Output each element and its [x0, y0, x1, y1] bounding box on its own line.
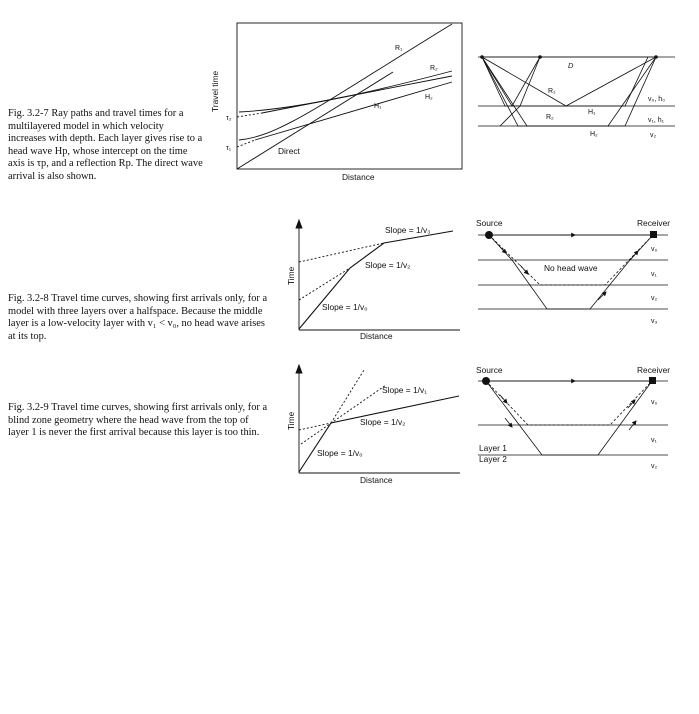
- source-dot: [485, 231, 493, 239]
- layer2-label: v₂: [650, 132, 657, 139]
- arrow-down-2: [505, 418, 512, 427]
- caption-label: Fig. 3.2-8: [8, 293, 49, 304]
- y-axis-label: Time: [286, 266, 296, 285]
- slope3-label: Slope = 1/v₃: [385, 225, 431, 235]
- direct-label: Direct: [278, 146, 300, 156]
- arrow-down-2: [500, 247, 506, 253]
- layer2-label: Layer 2: [479, 454, 507, 464]
- tau2-label: τ₂: [226, 115, 232, 122]
- caption-label: Fig. 3.2-9: [8, 402, 49, 413]
- no-head-wave-label: No head wave: [544, 263, 598, 273]
- caption-text: Travel time curves, showing first arrivals only, for a blind zone geometry where the head wave from the top of layer 1 is never the first arrival because this layer is too thin.: [8, 402, 268, 439]
- y-axis-arrow: [296, 220, 302, 228]
- model-d-label: D: [568, 61, 574, 70]
- slope2-label: Slope = 1/v₂: [365, 260, 411, 270]
- v0-label: v₀: [651, 246, 658, 253]
- head-wave-h1-line: [262, 76, 452, 113]
- slope2-label: Slope = 1/v₂: [360, 417, 406, 427]
- direct-wave-line: [237, 72, 393, 169]
- caption-label: Fig. 3.2-7: [8, 108, 49, 119]
- tau1-label: τ₁: [226, 145, 232, 152]
- layer1-label: v₁, h₁: [648, 117, 665, 124]
- fig2-plot: [296, 220, 460, 330]
- ray-solid-deep: [486, 381, 652, 455]
- r1-label: R₁: [395, 45, 403, 52]
- h2-label: H₂: [425, 94, 433, 101]
- source-dot: [482, 377, 490, 385]
- arrow-up-1: [628, 400, 635, 408]
- fig1-model: [478, 57, 675, 126]
- caption-text: Travel time curves, showing first arrivals only, for a model with three layers over a halfspace. Because the middle layer is a low-velocity layer with v₁ < v₀, no head wave arises at its top.: [8, 293, 268, 342]
- arrow-up-2: [630, 251, 638, 260]
- v2-extension-dashed: [299, 268, 350, 300]
- model-h2-label: H₂: [590, 131, 598, 138]
- caption-text: Ray paths and travel times for a multilayered model in which velocity increases with depth. Each layer gives rise to a head wave Hp, whose intercept on the time axis is τp, and a reflection Rp. The direct wave arrival is also shown.: [8, 108, 203, 182]
- first-arrival-curve: [299, 396, 459, 472]
- arrow-up-2: [629, 421, 636, 430]
- slope1-label: Slope = 1/v₁: [382, 385, 427, 395]
- v2-label: v₂: [651, 463, 658, 470]
- receiver-label: Receiver: [637, 218, 671, 228]
- r2-label: R₂: [430, 65, 438, 72]
- head-wave-h2-line: [255, 82, 452, 140]
- ray-head-1: [482, 57, 648, 106]
- y-axis-label: Time: [286, 411, 296, 430]
- v0-extension-dashed: [331, 370, 364, 423]
- v2-extension-dashed: [299, 423, 331, 430]
- ray-dashed-head: [486, 381, 652, 425]
- v2-label: v₂: [651, 295, 658, 302]
- first-arrival-curve: [299, 231, 453, 329]
- tau2-dashed: [237, 113, 262, 117]
- source-label: Source: [476, 218, 503, 228]
- receiver-square: [649, 377, 656, 384]
- receiver-dot-1: [538, 55, 542, 59]
- arrow-up-1: [598, 292, 606, 300]
- arrow-down-1: [500, 395, 507, 403]
- ray-reflection-1: [482, 57, 540, 106]
- x-axis-label: Distance: [342, 172, 375, 182]
- v1-label: v₁: [651, 437, 657, 444]
- y-axis-label: Travel time: [210, 70, 220, 112]
- x-axis-label: Distance: [360, 475, 393, 485]
- receiver-label: Receiver: [637, 365, 671, 375]
- model-r1-label: R₁: [548, 88, 556, 95]
- slope0-label: Slope = 1/v₀: [317, 448, 363, 458]
- model-r2-label: R₂: [546, 114, 554, 121]
- layer0-label: v₀, h₀: [648, 96, 666, 103]
- model-h1-label: H₁: [588, 109, 596, 116]
- v1-label: v₁: [651, 271, 657, 278]
- receiver-square: [650, 231, 657, 238]
- v0-label: v₀: [651, 399, 658, 406]
- layer1-label: Layer 1: [479, 443, 507, 453]
- source-dot: [480, 55, 484, 59]
- source-label: Source: [476, 365, 503, 375]
- tau1-dashed: [237, 140, 255, 147]
- slope0-label: Slope = 1/v₀: [322, 302, 368, 312]
- v3-label: v₃: [651, 318, 658, 325]
- receiver-dot-2: [654, 55, 658, 59]
- x-axis-label: Distance: [360, 331, 393, 341]
- h1-label: H₁: [374, 103, 382, 110]
- y-axis-arrow: [296, 365, 302, 373]
